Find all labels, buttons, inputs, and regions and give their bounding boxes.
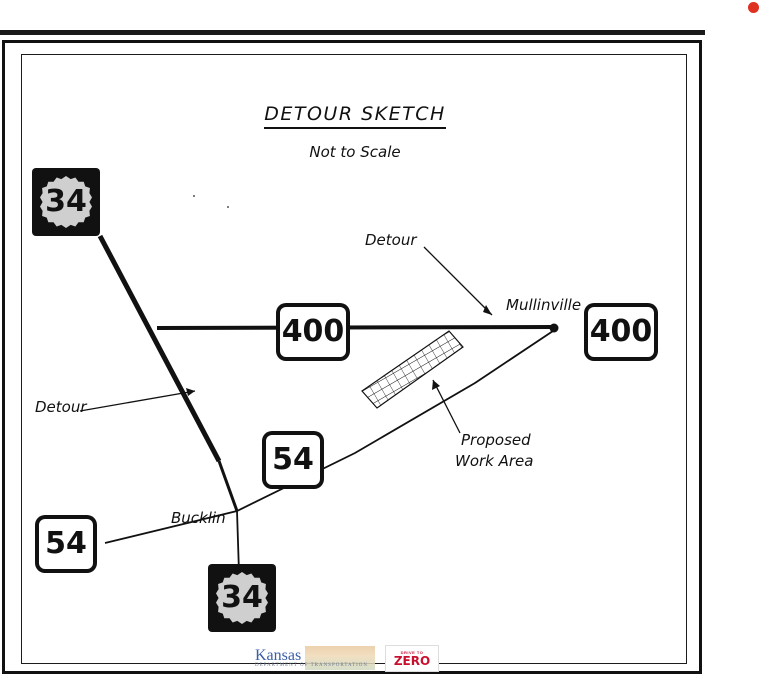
shield-us400-east xyxy=(584,303,658,361)
shield-k34-south-number: 34 xyxy=(221,580,263,615)
red-bullet-dot xyxy=(748,2,759,13)
page-subtitle: Not to Scale xyxy=(309,143,401,161)
label-detour-left: Detour xyxy=(35,398,87,416)
page-title-text: DETOUR SKETCH xyxy=(264,103,446,129)
shield-k34-northwest xyxy=(32,168,100,236)
drive-to-zero-top-text: DRIVE TO xyxy=(400,650,424,655)
sketch-sheet xyxy=(2,40,702,674)
shield-us400-west-number: 400 xyxy=(281,314,345,349)
shield-us54-southwest-number: 54 xyxy=(45,526,87,561)
footer-logos xyxy=(245,643,465,673)
shield-us54-center xyxy=(262,431,324,489)
shield-us400-west xyxy=(276,303,350,361)
shield-us54-southwest xyxy=(35,515,97,573)
label-bucklin: Bucklin xyxy=(171,509,226,527)
stray-dot-1 xyxy=(193,195,195,197)
label-mullinville: Mullinville xyxy=(506,296,582,314)
page-title xyxy=(5,103,705,125)
label-detour-upper: Detour xyxy=(365,231,417,249)
shield-us400-east-number: 400 xyxy=(589,314,653,349)
shield-us54-center-number: 54 xyxy=(272,442,314,477)
shield-k34-south xyxy=(208,564,276,632)
stray-dot-2 xyxy=(227,206,229,208)
drive-to-zero-main-text: ZERO xyxy=(393,654,431,668)
shield-k34-northwest-number: 34 xyxy=(45,184,87,219)
label-proposed-work-area-line1: Proposed xyxy=(461,431,531,449)
kdot-logo xyxy=(255,647,368,668)
label-proposed-work-area-line2: Work Area xyxy=(455,452,534,470)
top-divider-rule xyxy=(0,30,705,35)
kdot-logo-subtext: DEPARTMENT OF TRANSPORTATION xyxy=(255,663,369,668)
drive-to-zero-logo xyxy=(385,645,439,672)
kdot-logo-text: Kansas xyxy=(255,647,302,664)
